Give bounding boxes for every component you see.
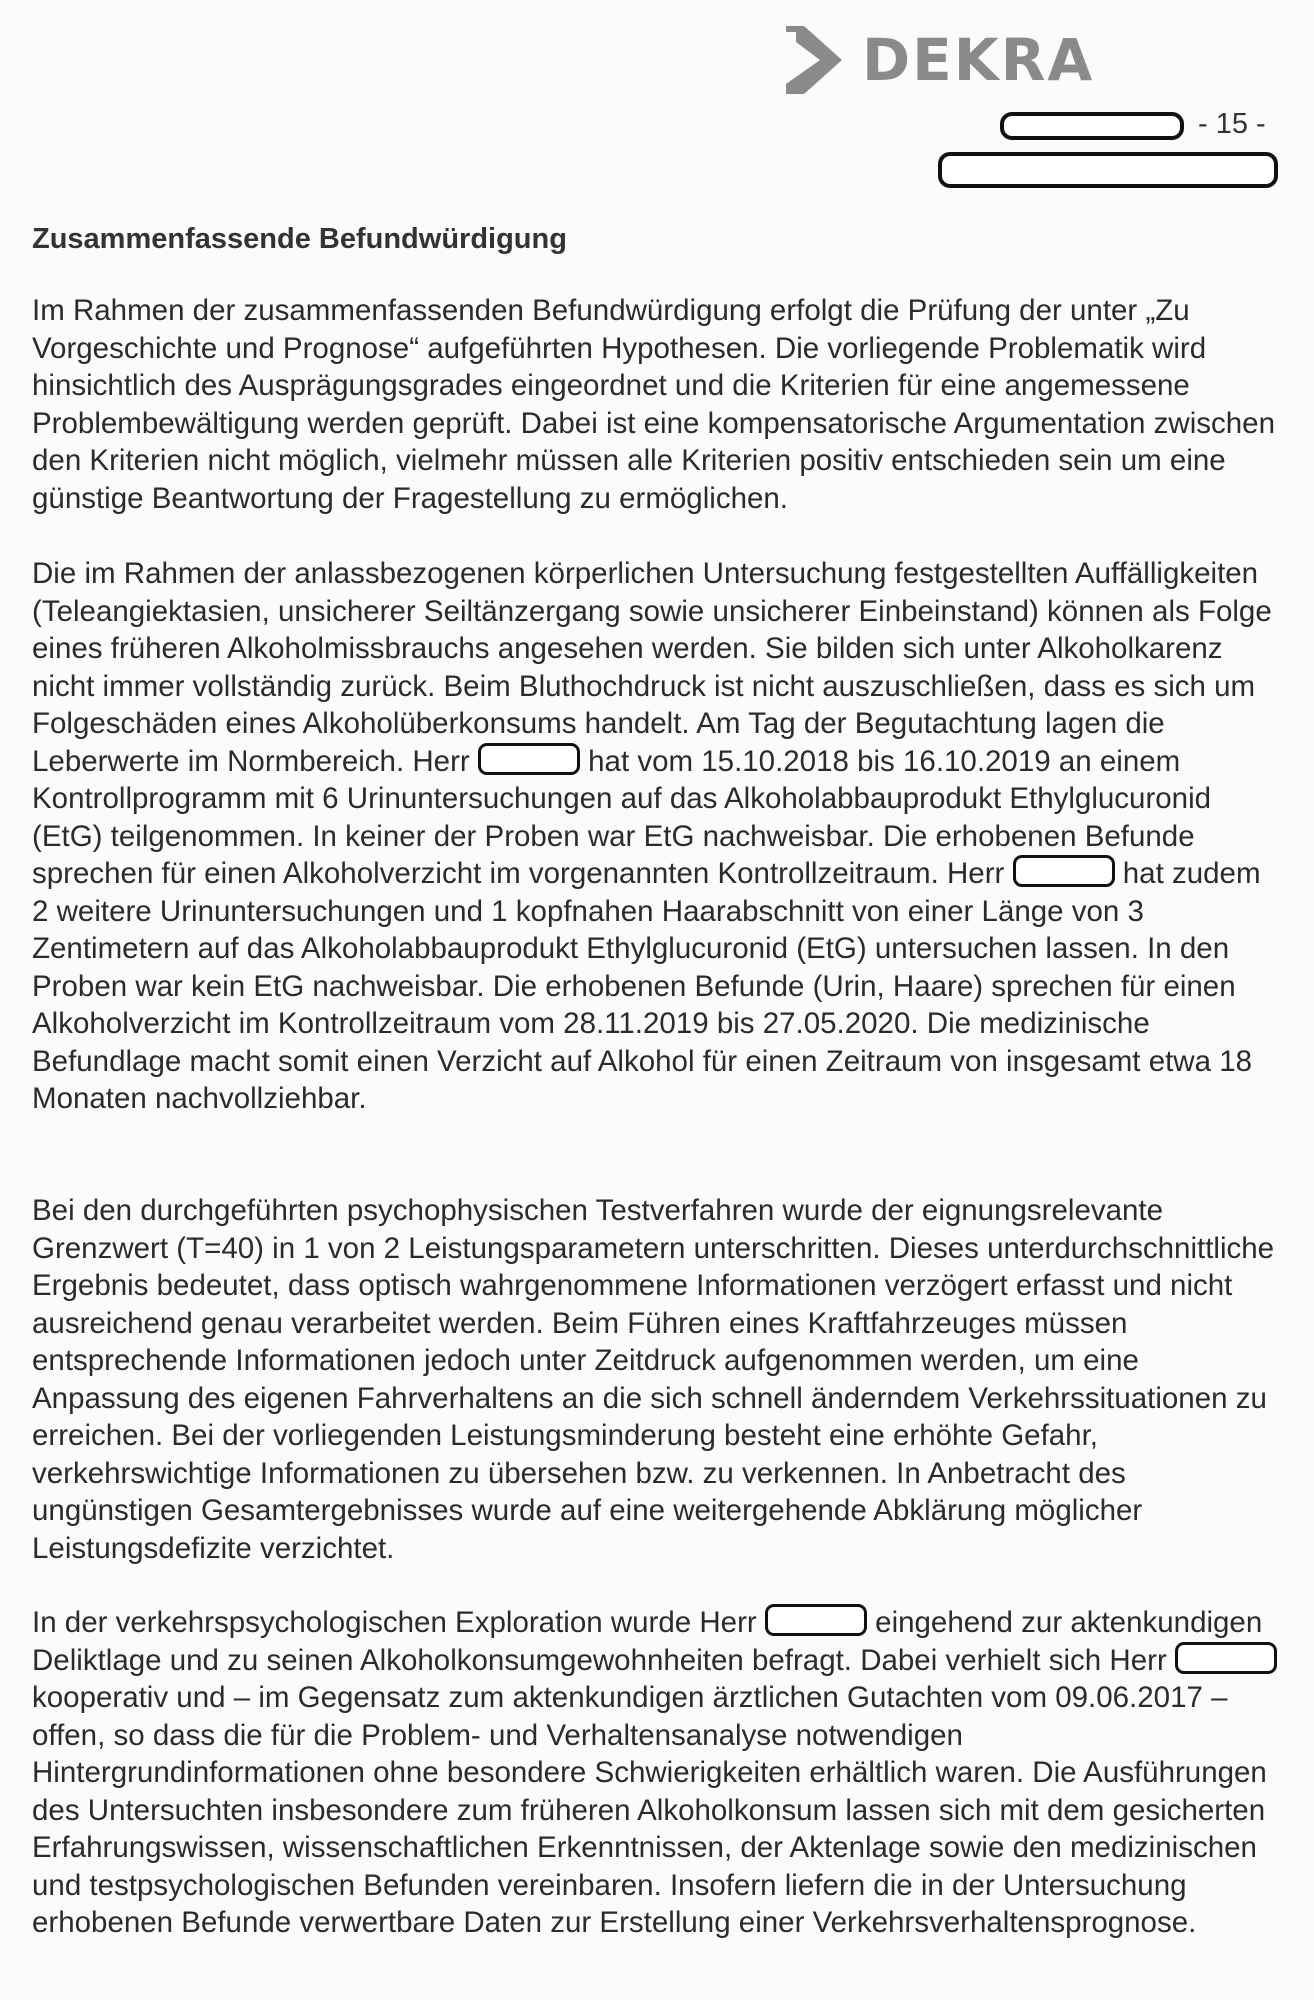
paragraph-text: eingehend zur aktenkundigen Deliktlage und zu seinen Alkoholkonsumgewohnheiten befragt. Dabei verhielt sich Herr [32,1606,1263,1677]
section-heading: Zusammenfassende Befundwürdigung [32,223,567,255]
paragraph-text: Die im Rahmen der anlassbezogenen körperlichen Untersuchung festgestellten Auffälligkeiten (Teleangiektasien, unsicherer Seiltänzergang sowie unsicherer Einbeinstand) können als Folge eines früheren Alkoholmissbrauchs angesehen werden. Sie bilden sich unter Alkoholkarenz nicht immer vollständig zurück. Beim Bluthochdruck ist nicht auszuschließen, dass es sich um Folgeschäden eines Alkoholüberkonsums handelt. Am Tag der Begutachtung lagen die Leberwerte im Normbereich. Herr [32,557,1272,778]
paragraph [32,1604,1277,1942]
dekra-arrow-icon [782,22,846,98]
paragraph [32,292,1277,517]
redacted-name [1175,1642,1277,1674]
redacted-name [478,743,580,775]
page-number: - 15 - [1198,108,1266,140]
paragraph [32,1192,1277,1567]
paragraph [32,555,1277,1118]
redacted-name [1013,855,1115,887]
logo-text: DEKRA [862,26,1095,94]
redacted-name [765,1604,867,1636]
paragraph-text: hat zudem 2 weitere Urinuntersuchungen und 1 kopfnahen Haarabschnitt von einer Länge von 3 Zentimetern auf das Alkoholabbauprodukt Ethylglucuronid (EtG) untersuchen lassen. In den Proben war kein EtG nachweisbar. Die erhobenen Befunde (Urin, Haare) sprechen für einen Alkoholverzicht im Kontrollzeitraum vom 28.11.2019 bis 27.05.2020. Die medizinische Befundlage macht somit einen Verzicht auf Alkohol für einen Zeitraum von insgesamt etwa 18 Monaten nachvollziehbar. [32,857,1261,1115]
redaction-box [938,152,1278,188]
paragraph-text: In der verkehrspsychologischen Exploration wurde Herr [32,1606,757,1639]
paragraph-text: hat vom 15.10.2018 bis 16.10.2019 an einem Kontrollprogramm mit 6 Urinuntersuchungen auf das Alkoholabbauprodukt Ethylglucuronid (EtG) teilgenommen. In keiner der Proben war EtG nachweisbar. Die erhobenen Befunde sprechen für einen Alkoholverzicht im vorgenannten Kontrollzeitraum. Herr [32,744,1212,890]
paragraph-text: Bei den durchgeführten psychophysischen Testverfahren wurde der eignungsrelevante Grenzwert (T=40) in 1 von 2 Leistungsparametern unterschritten. Dieses unterdurchschnittliche Ergebnis bedeutet, dass optisch wahrgenommene Informationen verzögert erfasst und nicht ausreichend genau verarbeitet werden. Beim Führen eines Kraftfahrzeuges müssen entsprechende Informationen jedoch unter Zeitdruck aufgenommen werden, um eine Anpassung des eigenen Fahrverhaltens an die sich schnell änderndem Verkehrssituationen zu erreichen. Bei der vorliegenden Leistungsminderung besteht eine erhöhte Gefahr, verkehrswichtige Informationen zu übersehen bzw. zu verkennen. In Anbetracht des ungünstigen Gesamtergebnisses wurde auf eine weitergehende Abklärung möglicher Leistungsdefizite verzichtet. [32,1194,1275,1565]
redaction-box [1000,112,1184,140]
dekra-logo [782,22,1094,98]
paragraph-text: Im Rahmen der zusammenfassenden Befundwürdigung erfolgt die Prüfung der unter „Zu Vorgeschichte und Prognose“ aufgeführten Hypothesen. Die vorliegende Problematik wird hinsichtlich des Ausprägungsgrades eingeordnet und die Kriterien für eine angemessene Problembewältigung werden geprüft. Dabei ist eine kompensatorische Argumentation zwischen den Kriterien nicht möglich, vielmehr müssen alle Kriterien positiv entschieden sein um eine günstige Beantwortung der Fragestellung zu ermöglichen. [32,294,1275,515]
paragraph-text: kooperativ und – im Gegensatz zum aktenkundigen ärztlichen Gutachten vom 09.06.2017 – offen, so dass die für die Problem- und Verhaltensanalyse notwendigen Hintergrundinformationen ohne besondere Schwierigkeiten erhältlich waren. Die Ausführungen des Untersuchten insbesondere zum früheren Alkoholkonsum lassen sich mit dem gesicherten Erfahrungswissen, wissenschaftlichen Erkenntnissen, der Aktenlage sowie den medizinischen und testpsychologischen Befunden vereinbaren. Insofern liefern die in der Untersuchung erhobenen Befunde verwertbare Daten zur Erstellung einer Verkehrsverhaltensprognose. [32,1681,1267,1939]
